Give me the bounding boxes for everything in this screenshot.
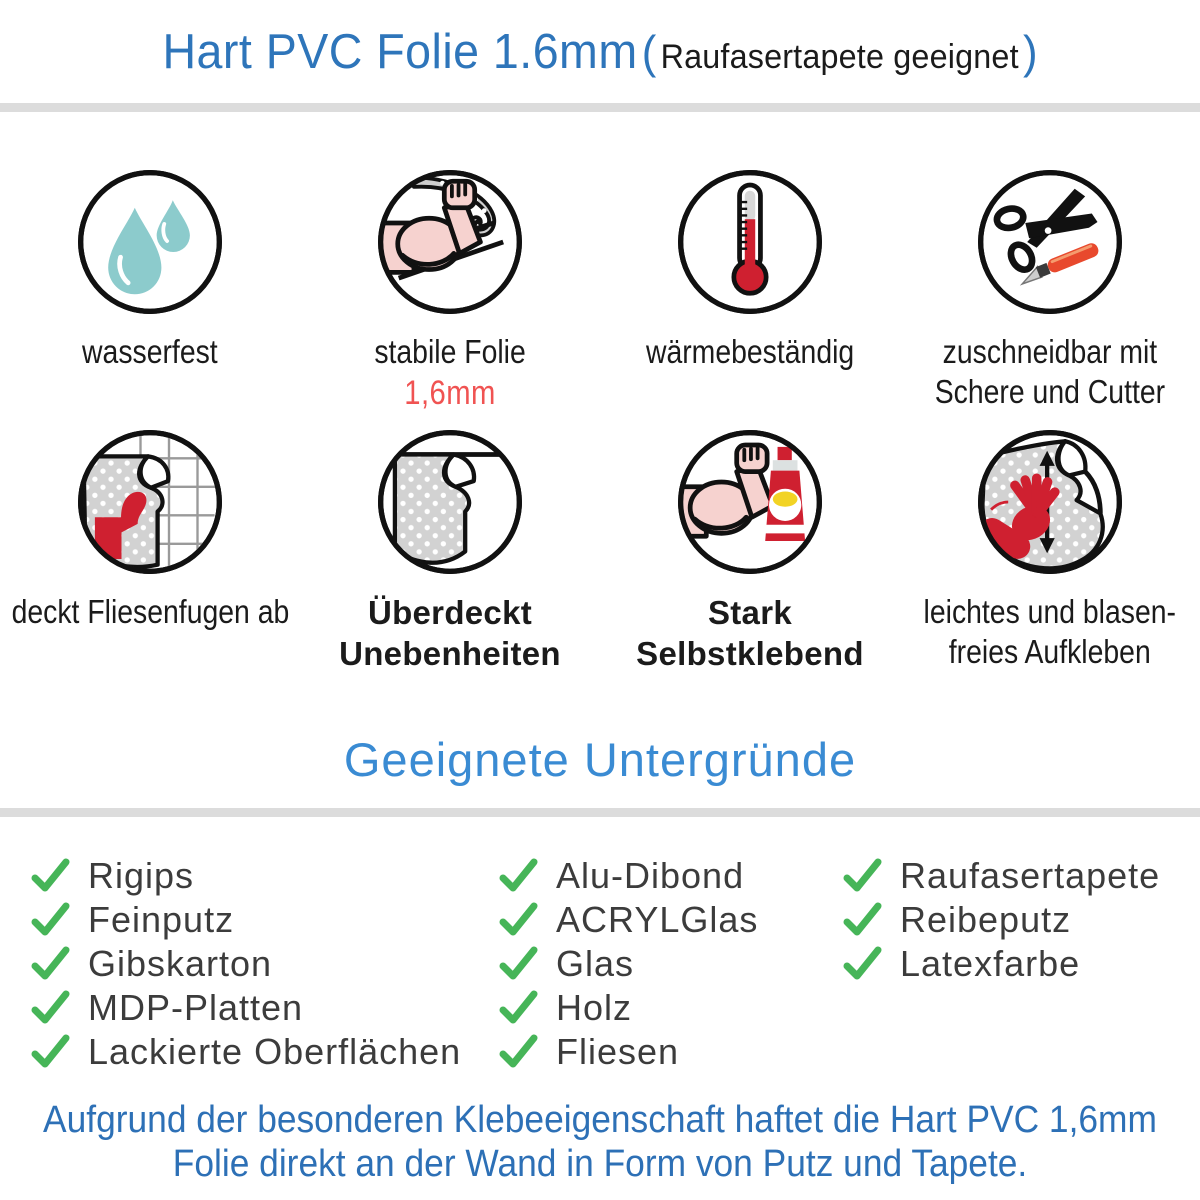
feature-label-line: Unebenheiten (339, 635, 561, 672)
dotted-foil-icon (374, 426, 526, 578)
feature-cuttable (900, 166, 1200, 414)
title-subtitle: Raufasertapete geeignet (660, 38, 1019, 76)
checkmark-icon (28, 1030, 72, 1074)
list-item (840, 942, 1160, 986)
paren-open: ( (641, 26, 657, 78)
feature-label (11, 592, 289, 632)
list-item (496, 942, 758, 986)
feature-label (82, 332, 218, 372)
water-drops-icon (74, 166, 226, 318)
feature-row-2 (0, 426, 1200, 674)
checkmark-icon (840, 854, 884, 898)
feature-label-line: leichtes und blasen- (923, 593, 1177, 630)
feature-row-1 (0, 166, 1200, 414)
substrate-label: Alu-Dibond (556, 855, 745, 896)
feature-label (924, 592, 1176, 672)
checkmark-icon (496, 942, 540, 986)
list-item (496, 854, 758, 898)
substrate-label: ACRYLGlas (556, 899, 759, 940)
feature-heat-resistant (600, 166, 900, 414)
substrate-label: Fliesen (556, 1031, 680, 1072)
substrate-label: Feinputz (88, 899, 235, 940)
feature-label (374, 332, 525, 414)
feature-label-line: wasserfest (82, 333, 218, 370)
feature-covers-tile-joints (0, 426, 300, 674)
feature-label-line: deckt Fliesenfugen ab (11, 593, 289, 630)
list-item (28, 854, 461, 898)
checkmark-icon (496, 1030, 540, 1074)
muscle-foil-icon (374, 166, 526, 318)
feature-label-line: Überdeckt (367, 594, 533, 631)
feature-label-line: zuschneidbar mit (942, 333, 1158, 370)
hand-smoothing-icon (974, 426, 1126, 578)
feature-self-adhesive (600, 426, 900, 674)
paren-close: ) (1022, 26, 1038, 78)
substrate-label: Holz (556, 987, 633, 1028)
substrate-label: Lackierte Oberflächen (88, 1031, 462, 1072)
feature-label (636, 592, 864, 674)
substrate-column-2 (496, 854, 758, 1074)
checkmark-icon (28, 898, 72, 942)
footer-note (42, 1098, 1158, 1186)
feature-waterproof (0, 166, 300, 414)
feature-label (646, 332, 854, 372)
checkmark-icon (496, 986, 540, 1030)
list-item (496, 986, 758, 1030)
substrate-label: Glas (556, 943, 635, 984)
feature-sublabel: 1,6mm (404, 374, 496, 412)
checkmark-icon (496, 854, 540, 898)
list-item (28, 986, 461, 1030)
list-item (840, 854, 1160, 898)
footer-line-2: Folie direkt an der Wand in Form von Putz und Tapete. (172, 1143, 1028, 1185)
substrate-label: Gibskarton (88, 943, 273, 984)
checkmark-icon (496, 898, 540, 942)
divider-top (0, 103, 1200, 112)
substrate-label: Latexfarbe (900, 943, 1081, 984)
muscle-glue-icon (674, 426, 826, 578)
feature-label-line: Selbstklebend (636, 635, 864, 672)
checkmark-icon (28, 854, 72, 898)
checkmark-icon (28, 986, 72, 1030)
page-title (30, 24, 1170, 80)
substrate-column-3 (840, 854, 1160, 986)
substrate-label: Rigips (88, 855, 195, 896)
footer-line-1: Aufgrund der besonderen Klebeeigenschaft haftet die Hart PVC 1,6mm (43, 1099, 1157, 1141)
thermometer-icon (674, 166, 826, 318)
list-item (28, 898, 461, 942)
feature-label-line: wärmebeständig (645, 333, 855, 370)
feature-bubble-free (900, 426, 1200, 674)
feature-label-line: Schere und Cutter (934, 373, 1166, 410)
substrate-label: Raufasertapete (900, 855, 1161, 896)
list-item (28, 942, 461, 986)
tile-joints-thumb-icon (74, 426, 226, 578)
feature-label-line: Stark (707, 594, 793, 631)
feature-label (339, 592, 561, 674)
feature-stable-foil (300, 166, 600, 414)
feature-label (935, 332, 1165, 412)
divider-substrates (0, 808, 1200, 817)
feature-label-line: stabile Folie (374, 333, 526, 370)
substrate-column-1 (28, 854, 461, 1074)
feature-covers-unevenness (300, 426, 600, 674)
substrate-label: MDP-Platten (88, 987, 304, 1028)
checkmark-icon (840, 942, 884, 986)
feature-label-line: freies Aufkleben (949, 633, 1151, 670)
checkmark-icon (28, 942, 72, 986)
title-main: Hart PVC Folie 1.6mm (162, 25, 638, 79)
checkmark-icon (840, 898, 884, 942)
list-item (496, 1030, 758, 1074)
section-heading-substrates: Geeignete Untergründe (343, 733, 857, 786)
substrate-label: Reibeputz (900, 899, 1072, 940)
list-item (496, 898, 758, 942)
list-item (840, 898, 1160, 942)
list-item (28, 1030, 461, 1074)
scissors-cutter-icon (974, 166, 1126, 318)
